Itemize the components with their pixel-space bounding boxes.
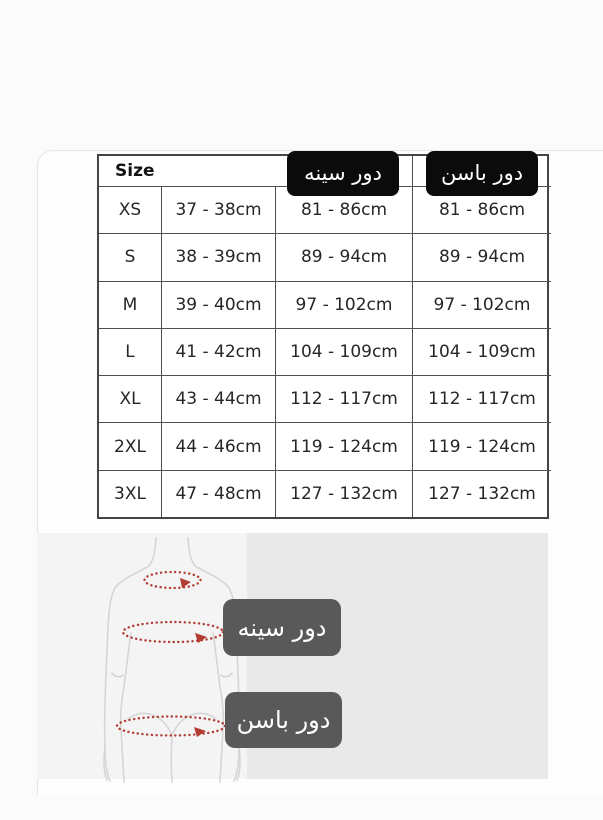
chest-value-cell: 112 - 117cm — [275, 375, 412, 422]
col2-value-cell: 47 - 48cm — [161, 470, 275, 517]
hip-value-cell: 127 - 132cm — [412, 470, 551, 517]
chest-measure-badge: دور سینه — [223, 599, 341, 656]
hip-value-cell: 89 - 94cm — [412, 233, 551, 280]
chest-value-cell: 97 - 102cm — [275, 281, 412, 328]
chest-measure-line — [123, 622, 223, 642]
hip-header-badge: دور باسن — [426, 151, 538, 196]
size-value-cell: 2XL — [99, 422, 161, 469]
neck-measure-line — [145, 572, 201, 588]
chest-value-cell: 89 - 94cm — [275, 233, 412, 280]
col2-value-cell: 41 - 42cm — [161, 328, 275, 375]
size-value-cell: 3XL — [99, 470, 161, 517]
size-value-cell: S — [99, 233, 161, 280]
column-header-blank — [161, 156, 275, 186]
size-chart-table — [97, 154, 549, 519]
hip-measure-badge: دور باسن — [225, 692, 342, 748]
col2-value-cell: 39 - 40cm — [161, 281, 275, 328]
col2-value-cell: 43 - 44cm — [161, 375, 275, 422]
chest-value-cell: 119 - 124cm — [275, 422, 412, 469]
col2-value-cell: 38 - 39cm — [161, 233, 275, 280]
hip-value-cell: 119 - 124cm — [412, 422, 551, 469]
chest-value-cell: 127 - 132cm — [275, 470, 412, 517]
size-value-cell: M — [99, 281, 161, 328]
hip-value-cell: 104 - 109cm — [412, 328, 551, 375]
chest-header-badge: دور سینه — [287, 151, 399, 196]
body-outline — [104, 538, 240, 782]
column-header-size: Size — [115, 161, 155, 181]
hip-value-cell: 112 - 117cm — [412, 375, 551, 422]
chest-value-cell: 81 - 86cm — [275, 186, 412, 233]
col2-value-cell: 37 - 38cm — [161, 186, 275, 233]
hip-value-cell: 81 - 86cm — [412, 186, 551, 233]
hip-arrow-icon — [194, 727, 206, 737]
size-value-cell: XS — [99, 186, 161, 233]
hip-value-cell: 97 - 102cm — [412, 281, 551, 328]
size-value-cell: XL — [99, 375, 161, 422]
col2-value-cell: 44 - 46cm — [161, 422, 275, 469]
size-value-cell: L — [99, 328, 161, 375]
chest-value-cell: 104 - 109cm — [275, 328, 412, 375]
